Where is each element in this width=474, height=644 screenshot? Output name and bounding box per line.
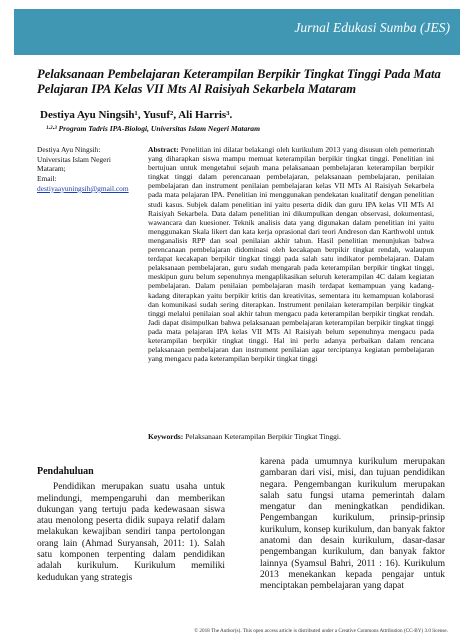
journal-name: Jurnal Edukasi Sumba (JES) [294, 20, 450, 35]
institution-line-2: Mataram; [37, 164, 66, 174]
keywords [148, 432, 341, 441]
paper-title: Pelaksanaan Pembelajaran Keterampilan Berpikir Tingkat Tinggi Pada Mata Pelajaran IPA Kelas VII Mts Al Raisiyah Sekarbela Mataram [37, 67, 441, 96]
license-footer: © 2018 The Author(s). This open access article is distributed under a Creative Commons Attribution (CC-BY) 3.0 license. [194, 628, 448, 634]
abstract [148, 145, 434, 363]
keywords-text: Pelaksanaan Keterampilan Berpikir Tingkat Tinggi. [185, 432, 341, 441]
keywords-label: Keywords: [148, 432, 184, 441]
affiliation: ¹·²·³ Program Tadris IPA-Biologi, Universitas Islam Negeri Mataram [46, 124, 260, 133]
corresponding-author: Destiya Ayu Ningsih: [37, 145, 101, 154]
email-label: Email: [37, 174, 57, 184]
journal-banner [14, 9, 460, 55]
abstract-label: Abstract: [148, 145, 179, 154]
body-column-right [260, 457, 445, 593]
abstract-text: Penelitian ini dilatar belakangi oleh kurikulum 2013 yang disusun oleh pemerintah yang diharapkan siswa mampu memuat keterampilan berpikir tingkat tinggi. Penelitian ini bertujuan untuk mengetahui sejauh mana pelaksanaan pembelajaran keterampilan berpikir tingkat tinggi dalam perencanaan pembelajaran, pelaksanaan pembelajaran, penilaian pembelajaran dan instrument penilaian pembelajaran kelas VII MTs Al Raisiyah Sekarbela pada mata pelajaran IPA. Penelitian ini menggunakan pendekatan kualitatif dengan penelitian studi kasus. Subjek dalam penelitian ini yaitu peserta didik dan guru IPA kelas VII MTs Al Raisiyah Sekarbela. Data dalam penelitian ini dikumpulkan dengan observasi, dokumentasi, wawancara dan kuesioner. Teknik analisis data yang digunakan dalam penelitian ini yaitu menggunakan Skala likert dan kata kerja oprasional dari teori Andreson dan Karthwohl untuk menganalisis RPP dan soal penilaian akhir tahun. Hasil penelitian menunjukan bahwa perencanaan pembelajaran didominasi oleh kecakapan berpikir tingkat rendah, walaupun terdapat kecakapan berpikir tingkat tinggi pada salah satu indikator pembelajaran. Dalam pelaksanaan pembelajaran, guru sudah mengarah pada keterampilan berpikir tingkat tinggi, meskipun guru belum sepenuhnya mengaplikasikan seluruh keterampilan 4C dalam kegiatan pembelajaran. Dalam penilaian pembelajaran masih terdapat kemampuan yang kadang-kadang diterapkan yaitu berpikir kritis dan kreativitas, sementara itu kemampuan kolaborasi dan komunikasi sudah sering diterapkan. Instrument penilaian keterampilan berpikir tingkat tinggi melalui penilaian soal akhir tahun mengacu pada keterampilan berpikir tingkat rendah. Jadi dapat disimpulkan bahwa pelaksanaan pembelajaran keterampilan berpikir tingkat tinggi pada mata pelajaran IPA kelas VII MTs Al Raisiyah belum sepenuhnya mengacu pada keterampilan berpikir tingkat tinggi. Hal ini perlu adanya perbaikan dalam rencana pelaksanaan pembelajaran dan instrument penilaian agar terciptanya kegiatan pembelajaran yang mengacu pada keterampilan berpikir tingkat tinggi [148, 145, 434, 364]
section-heading: Pendahuluan [37, 466, 94, 477]
email-link[interactable]: destiyaayuningsih@gmail.com [37, 183, 129, 193]
body-column-left [37, 466, 225, 584]
body-paragraph-2: karena pada umumnya kurikulum merupakan gambaran dari visi, misi, dan tujuan pendidikan negara. Pengembangan kurikulum merupakan salah satu fungsi utama pemerintah dalam mengatur dan meningkatkan pendidikan. Pengembangan kurikulum, prinsip-prinsip kurikulum, konsep kurikulum, dan banyak faktor anatomi dan desain kurikulum, dasar-dasar pengembangan kurikulum, dan banyak faktor lainnya (Syamsul Bahri, 2011 : 16). Kurikulum 2013 menekankan kepada pengajar untuk menciptakan pembelajaran yang dapat [260, 457, 445, 592]
correspondence-block [37, 145, 137, 194]
institution-line-1: Universitas Islam Negeri [37, 154, 111, 164]
body-paragraph-1: Pendidikan merupakan suatu usaha untuk melindungi, mempengaruhi dan memberikan dukungan yang tertuju pada kedewasaan siswa atau menolong peserta didik supaya relatif dalam melakukan kewajiban sendiri tanpa pertolongan orang lain (Ahmad Suryansah, 2011: 1). Salah satu komponen terpenting dalam pendidikan adalah kurikulum. Kurikulum memiliki kedudukan yang strategis [37, 482, 225, 583]
authors: Destiya Ayu Ningsih¹, Yusuf², Ali Harris³. [40, 109, 233, 121]
